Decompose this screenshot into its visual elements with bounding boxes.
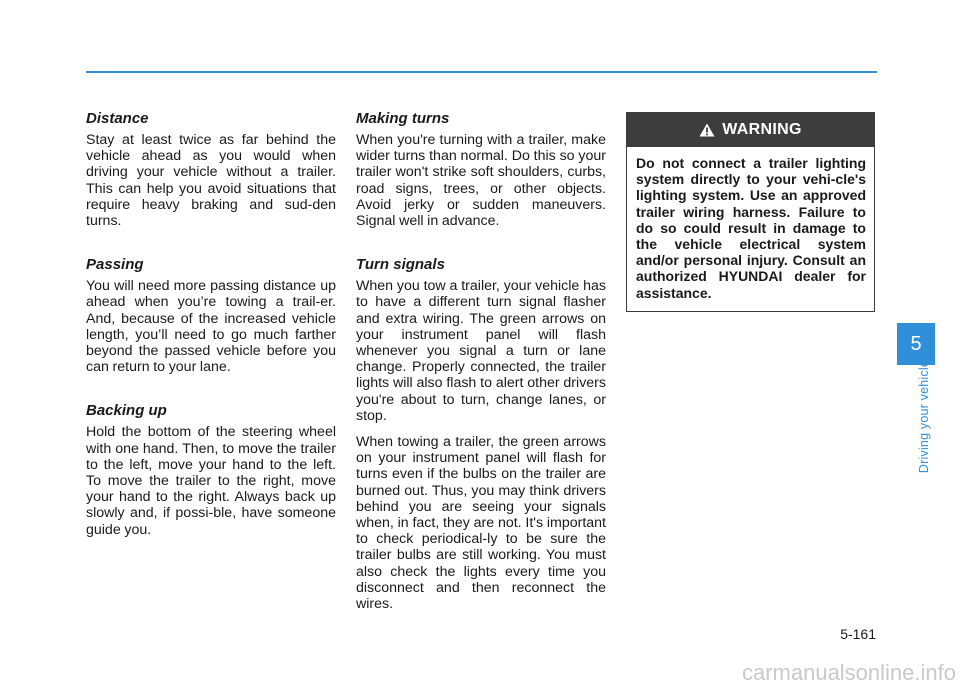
- paragraph-passing: You will need more passing distance up ahead when you’re towing a trail-er. And, because of the increased vehicle length, you’ll need to go much farther beyond the passed vehicle before you can return to your lane.: [86, 278, 336, 376]
- content-column-middle: [356, 110, 606, 639]
- content-column-left: [86, 110, 336, 565]
- warning-box: [626, 112, 875, 312]
- paragraph-backing-up: Hold the bottom of the steering wheel with one hand. Then, to move the trailer to the left, move your hand to the left. To move the trailer to the right, move your hand to the right. Always back up slowly and, if possi-ble, have someone guide you.: [86, 424, 336, 538]
- heading-turn-signals: Turn signals: [356, 256, 445, 274]
- warning-triangle-icon: [699, 123, 715, 137]
- warning-text: Do not connect a trailer lighting system directly to your vehi-cle's lighting system. Use an approved trailer wiring harness. Failure to do so could result in damage to the vehicle electrical system and/or personal injury. Consult an authorized HYUNDAI dealer for assistance.: [636, 155, 866, 301]
- chapter-title: Driving your vehicle: [917, 360, 931, 474]
- watermark: carmanualsonline.info: [741, 660, 956, 685]
- paragraph-turn-signals-2: When towing a trailer, the green arrows on your instrument panel will flash for turns even if the bulbs on the trailer are burned out. Thus, you may think drivers behind you are seeing your signals when, in fact, they are not. It's important to check periodical-ly to be sure the trailer bulbs are still working. You must also check the lights every time you disconnect and then reconnect the wires.: [356, 434, 606, 613]
- heading-distance: Distance: [86, 110, 149, 127]
- warning-title: WARNING: [722, 121, 802, 138]
- header-rule: [86, 71, 877, 73]
- heading-passing: Passing: [86, 256, 144, 274]
- paragraph-making-turns: When you're turning with a trailer, make wider turns than normal. Do this so your trailer won't strike soft shoulders, curbs, road signs, trees, or other objects. Avoid jerky or sudden maneuvers. Signal well in advance.: [356, 132, 606, 230]
- paragraph-turn-signals-1: When you tow a trailer, your vehicle has to have a different turn signal flasher and extra wiring. The green arrows on your instrument panel will flash whenever you signal a turn or lane change. Properly connected, the trailer lights will also flash to alert other drivers you're about to turn, change lanes, or stop.: [356, 278, 606, 424]
- heading-backing-up: Backing up: [86, 402, 167, 420]
- page-number: 5-161: [840, 626, 876, 642]
- warning-header: [627, 113, 874, 147]
- chapter-tab: 5: [897, 323, 935, 365]
- heading-making-turns: Making turns: [356, 110, 450, 127]
- paragraph-distance: Stay at least twice as far behind the vehicle ahead as you would when driving your vehicle without a trailer. This can help you avoid situations that require heavy braking and sud-den turns.: [86, 132, 336, 230]
